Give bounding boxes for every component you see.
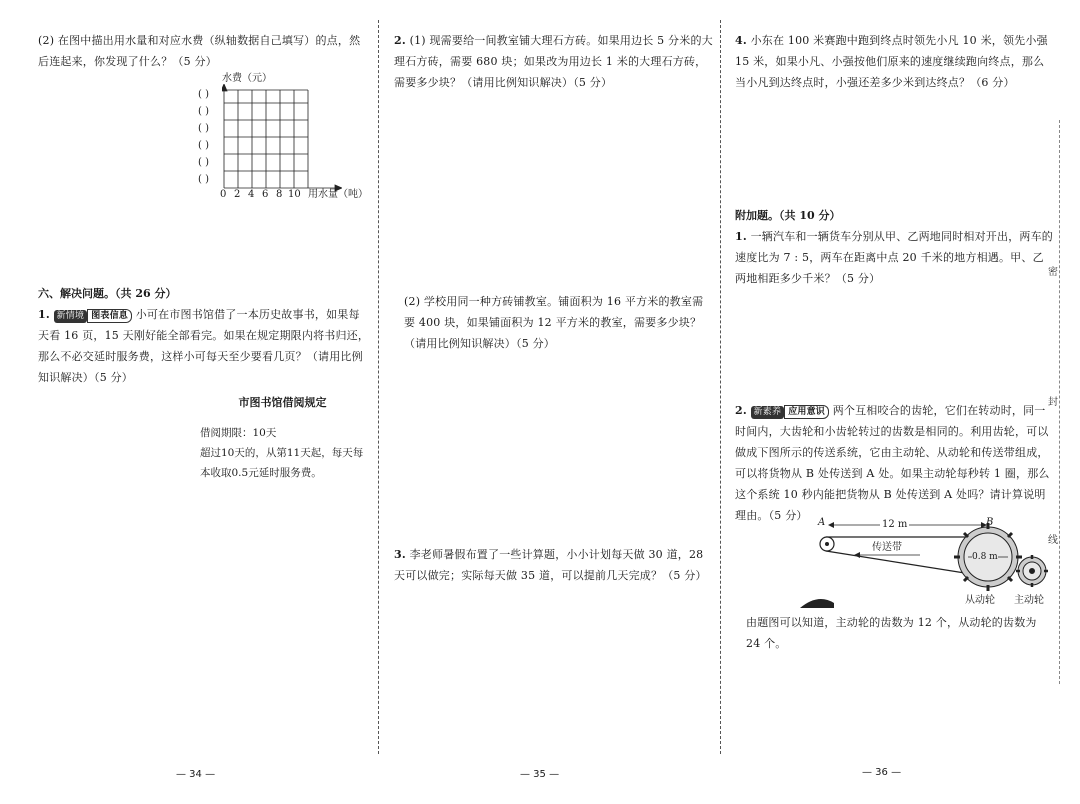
page-36-column [735, 30, 1053, 93]
figure-label-a: A [818, 517, 826, 528]
question-1-tag2: 图表信息 [87, 309, 132, 323]
question-4 [735, 30, 1053, 93]
binding-char-2: 封 [1048, 397, 1058, 408]
question-2-part-2: (2) 在图中描出用水量和对应水费（纵轴数据自己填写）的点，然后连起来，你发现了什么？（5 分） [38, 34, 361, 68]
question-1-text: 小可在市图书馆借了一本历史故事书，如果每天看 16 页，15 天刚好能全部看完。如果在规定期限内将书归还，那么不必交延时服务费，这样小可每天至少要看几页？（请用比例知识解决）（5 分） [38, 308, 370, 384]
y-blank[interactable]: ( ) [198, 174, 209, 185]
page-number-35: — 35 — [520, 769, 560, 780]
y-blank[interactable]: ( ) [198, 89, 209, 100]
page-34-column [38, 30, 370, 72]
library-rules-box [200, 393, 365, 483]
page-number-34: — 34 — [176, 769, 216, 780]
driver-gear [1018, 557, 1046, 585]
question-2-part-1 [394, 30, 714, 93]
library-rules-title: 市图书馆借阅规定 [238, 396, 327, 409]
bonus-question-2-tag2: 应用意识 [784, 405, 829, 419]
x-tick: 6 [262, 189, 269, 200]
bonus-question-2-text: 两个互相咬合的齿轮，它们在转动时，同一时间内，大齿轮和小齿轮转过的齿数是相同的。利用齿轮，可以做成下图所示的传送系统，它由主动轮、从动轮和传送带组成，可以将货物从 B 处传送到 A 处。如果主动轮每秒转 1 圈，那么这个系统 10 秒内能把货物从 B 处传送到 A 处吗？请计算说明理由。（5 分） [735, 404, 1050, 522]
bonus-question-2-note [746, 612, 1051, 654]
question-2-part-2-block [404, 291, 714, 354]
question-2-part-2-text: (2) 学校用同一种方砖铺教室。铺面积为 16 平方米的教室需要 400 块，如果铺面积为 12 平方米的教室，需要多少块？（请用比例知识解决）（5 分） [404, 295, 704, 350]
question-3 [394, 544, 714, 586]
section-6-title: 六、解决问题。（共 26 分） [38, 287, 177, 300]
x-tick: 0 [220, 189, 227, 200]
figure-label-b: B [986, 517, 994, 528]
section-6 [38, 283, 370, 388]
question-1-number: 1. [38, 308, 50, 321]
graph-y-label: 水费（元） [222, 73, 272, 84]
bonus-section [735, 205, 1053, 289]
x-tick: 8 [276, 189, 283, 200]
figure-driven-label: 从动轮 [965, 595, 995, 606]
question-2-part-1-text: (1) 现需要给一间教室铺大理石方砖。如果用边长 5 分米的大理石方砖，需要 680 块；如果改为用边长 1 米的大理石方砖，需要多少块？（请用比例知识解决）（5 分） [394, 34, 713, 89]
question-3-block [394, 544, 714, 586]
question-4-text: 小东在 100 米赛跑中跑到终点时领先小凡 10 米，领先小强 15 米，如果小凡、小强按他们原来的速度继续跑向终点，那么当小凡到达终点时，小强还差多少米到达终点？（6 分） [735, 34, 1048, 89]
bonus-question-2-number: 2. [735, 404, 747, 417]
bonus-title: 附加题。（共 10 分） [735, 209, 841, 222]
bonus-question-2-block [735, 400, 1053, 526]
column-divider-right [720, 20, 721, 754]
question-1-tag: 新情境 [54, 310, 88, 323]
question-1 [38, 304, 370, 388]
binding-char-1: 密 [1048, 267, 1058, 278]
y-blank[interactable]: ( ) [198, 123, 209, 134]
x-tick: 2 [234, 189, 241, 200]
y-blank[interactable]: ( ) [198, 140, 209, 151]
bonus-question-2-tag: 新素养 [751, 406, 785, 419]
page-35-column [394, 30, 714, 93]
library-rules-line2: 超过10天的，从第11天起，每天每本收取0.5元延时服务费。 [200, 447, 364, 479]
figure-driver-label: 主动轮 [1014, 595, 1044, 606]
graph-grid [222, 84, 342, 196]
water-fee-graph [192, 73, 372, 206]
question-3-text: 李老师暑假布置了一些计算题，小小计划每天做 30 道，28 天可以做完；实际每天做 35 道，可以提前几天完成？（5 分） [394, 548, 707, 582]
bonus-question-2 [735, 400, 1053, 526]
graph-x-label: 用水量（吨） [308, 189, 368, 200]
y-blank[interactable]: ( ) [198, 106, 209, 117]
graph-y-blanks [198, 86, 224, 188]
y-blank[interactable]: ( ) [198, 157, 209, 168]
figure-belt-label: 传送带 [872, 542, 902, 553]
bonus-question-1-number: 1. [735, 230, 747, 243]
figure-diameter: 0.8 m [972, 552, 998, 562]
bonus-question-1-text: 一辆汽车和一辆货车分别从甲、乙两地同时相对开出，两车的速度比为 7 : 5，两车在距离中点 20 千米的地方相遇。甲、乙两地相距多少千米？（5 分） [735, 230, 1053, 285]
bonus-question-2-note-text: 由题图可以知道，主动轮的齿数为 12 个，从动轮的齿数为 24 个。 [746, 616, 1037, 650]
question-2-number: 2. [394, 34, 406, 47]
question-4-number: 4. [735, 34, 747, 47]
x-tick: 4 [248, 189, 255, 200]
library-rules-line1: 借阅期限：10天 [200, 427, 277, 439]
page-number-36: — 36 — [862, 767, 902, 778]
figure-length: 12 m [882, 519, 908, 530]
conveyor-figure [800, 515, 1060, 610]
binding-char-3: 线 [1048, 535, 1058, 546]
x-tick: 10 [288, 189, 301, 200]
column-divider-left [378, 20, 379, 754]
question-3-number: 3. [394, 548, 406, 561]
bonus-question-1 [735, 226, 1053, 289]
